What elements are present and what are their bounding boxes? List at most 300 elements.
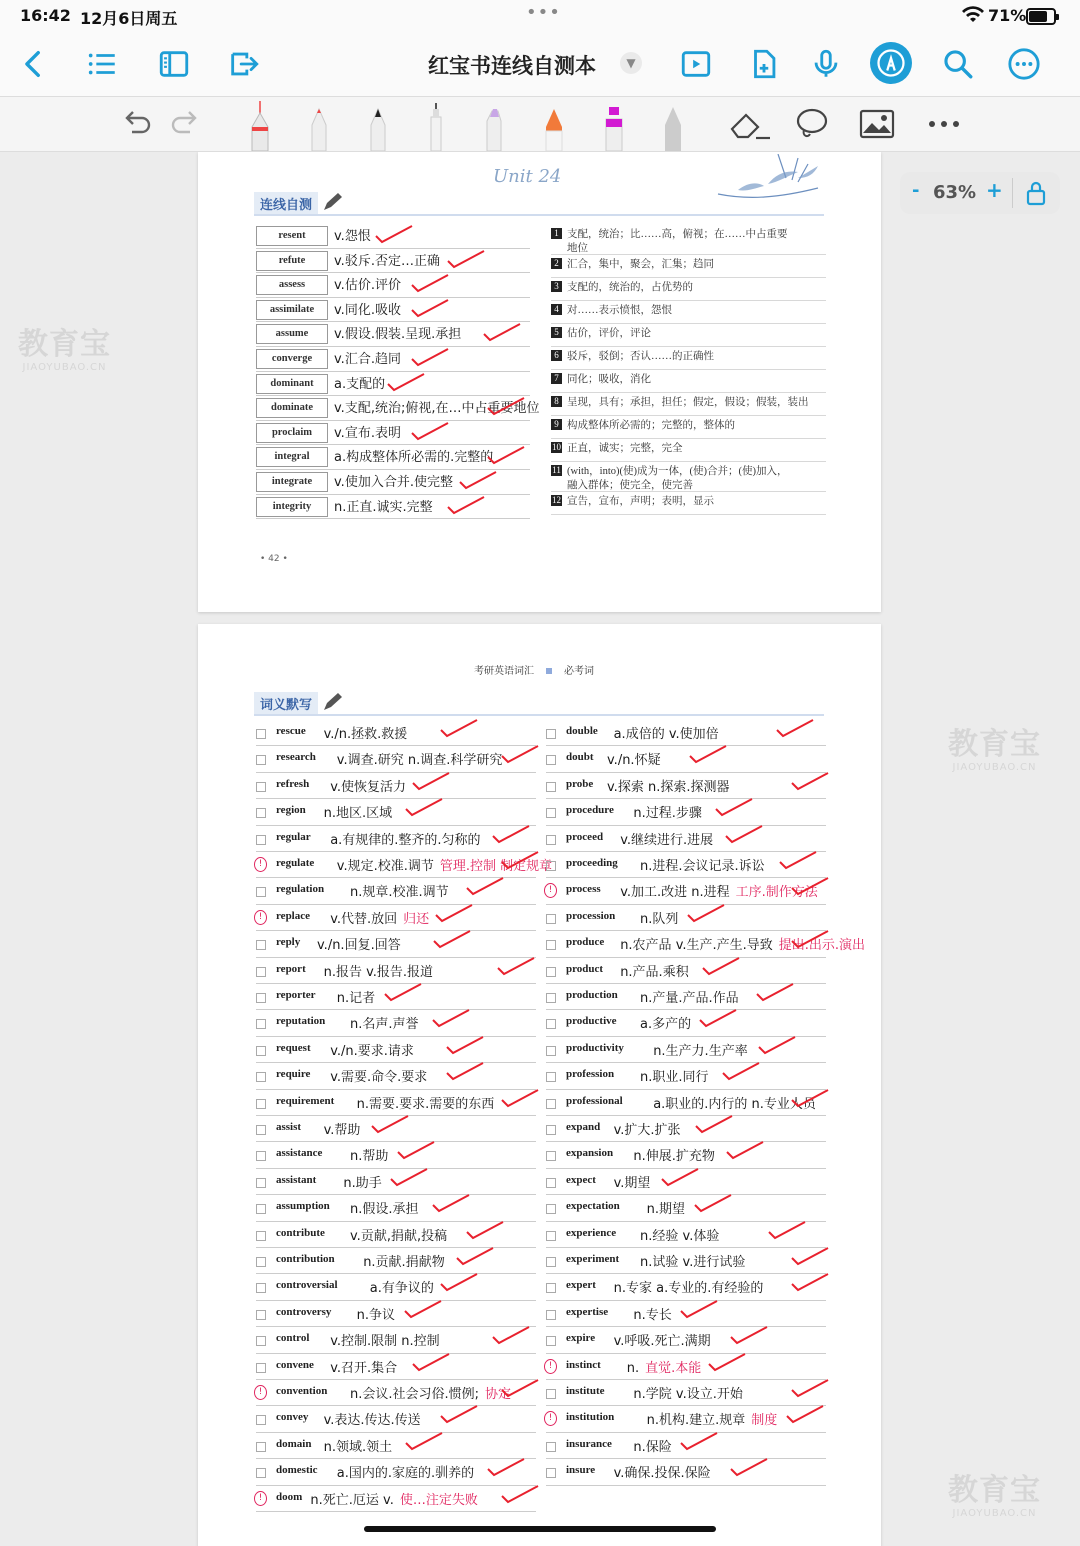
checkbox[interactable] bbox=[546, 1125, 556, 1135]
status-bar bbox=[0, 0, 1080, 32]
pencil-mode-icon[interactable] bbox=[870, 42, 912, 84]
meaning-text: n.记者 bbox=[336, 991, 376, 1006]
definition-rule bbox=[551, 392, 826, 393]
watermark: 教育宝 JIAOYUBAO.CN bbox=[948, 1473, 1041, 1519]
vocab-word: insure bbox=[566, 1464, 596, 1477]
handwritten-meaning bbox=[317, 934, 401, 953]
vocab-row bbox=[256, 773, 536, 799]
meaning-text: n.助手 bbox=[343, 1175, 382, 1191]
meaning-note-red: 制度 bbox=[751, 1413, 778, 1429]
meaning-text: n.会议.社会习俗.惯例; bbox=[350, 1387, 480, 1402]
checkbox[interactable] bbox=[546, 808, 556, 818]
check-mark bbox=[767, 1220, 807, 1240]
lock-icon[interactable] bbox=[1024, 180, 1048, 206]
vocab-row bbox=[256, 1380, 536, 1406]
handwritten-meaning bbox=[350, 1383, 511, 1402]
definition-rule bbox=[551, 254, 826, 255]
vocab-row bbox=[256, 1010, 536, 1036]
vocab-word: institution bbox=[566, 1411, 615, 1424]
redo-icon[interactable] bbox=[168, 97, 204, 151]
handwritten-meaning bbox=[350, 1013, 419, 1032]
meaning-text: n.规章.校准.调节 bbox=[350, 885, 449, 901]
document-title[interactable]: 红宝书连线自测本 bbox=[428, 54, 596, 78]
page-2[interactable] bbox=[198, 624, 881, 1546]
vocab-word: require bbox=[276, 1068, 311, 1081]
pencil-icon bbox=[322, 192, 344, 212]
checkbox[interactable] bbox=[546, 940, 556, 950]
meaning-text: n.死亡.厄运 v. bbox=[310, 1492, 394, 1508]
handwritten-answer: v.汇合.趋同 bbox=[334, 352, 401, 367]
check-mark bbox=[491, 824, 531, 844]
eraser-icon[interactable] bbox=[726, 97, 774, 151]
handwritten-answer: v.支配,统治;俯视,在…中占重要地位 bbox=[334, 401, 540, 417]
definition-number: 11 bbox=[552, 465, 561, 475]
meaning-text: v.贡献,捐献,投稿 bbox=[350, 1228, 448, 1244]
definition-text: 估价，评价，评论 bbox=[567, 328, 651, 339]
meaning-text: v.规定.校准.调节 bbox=[336, 859, 434, 874]
vocab-word: contribute bbox=[276, 1226, 325, 1239]
handwritten-meaning bbox=[640, 1066, 709, 1085]
header-chapter: 必考词 bbox=[564, 666, 594, 677]
handwritten-meaning bbox=[337, 749, 503, 768]
checkbox[interactable] bbox=[546, 782, 556, 792]
definition-rule bbox=[551, 346, 826, 347]
checkbox[interactable] bbox=[546, 861, 556, 871]
vocab-row bbox=[546, 773, 826, 799]
handwritten-meaning bbox=[653, 1040, 748, 1059]
meaning-text: n.保险 bbox=[633, 1439, 672, 1455]
vocab-row bbox=[256, 878, 536, 904]
zoom-in-button[interactable]: + bbox=[986, 178, 1003, 202]
meaning-text: n.地区.区域 bbox=[323, 806, 393, 822]
vocab-word: control bbox=[276, 1332, 310, 1345]
check-mark bbox=[410, 421, 450, 441]
handwritten-answer: v.怨恨 bbox=[334, 229, 371, 244]
handwritten-meaning bbox=[633, 1436, 671, 1455]
definition-number: 4 bbox=[551, 304, 562, 315]
check-mark bbox=[500, 1088, 540, 1108]
definition-number: 10 bbox=[552, 442, 561, 452]
vocab-word: regulate bbox=[276, 857, 315, 869]
meaning-text: n.专家 a.专业的.有经验的 bbox=[613, 1281, 764, 1297]
review-mark: ! bbox=[254, 910, 267, 925]
checkbox[interactable] bbox=[256, 1204, 266, 1214]
checkbox[interactable] bbox=[256, 1178, 266, 1188]
handwritten-meaning bbox=[647, 1198, 685, 1217]
meaning-text: v.表达.传达.传送 bbox=[323, 1413, 421, 1429]
check-mark bbox=[500, 850, 540, 870]
handwritten-answer: v.宣布.表明 bbox=[334, 425, 401, 441]
vocab-word: profession bbox=[566, 1068, 615, 1081]
checkbox[interactable] bbox=[256, 782, 266, 792]
checkbox[interactable] bbox=[546, 755, 556, 765]
checkbox[interactable] bbox=[256, 1125, 266, 1135]
check-mark bbox=[403, 1299, 443, 1319]
checkbox[interactable] bbox=[256, 1336, 266, 1346]
vocab-word: research bbox=[276, 751, 316, 764]
vocab-row bbox=[546, 1433, 826, 1459]
vocab-row bbox=[256, 1327, 536, 1353]
checkbox[interactable] bbox=[256, 755, 266, 765]
sidebar-icon[interactable] bbox=[154, 44, 194, 84]
vocab-row bbox=[546, 1010, 826, 1036]
check-mark bbox=[439, 718, 479, 738]
section-rule bbox=[254, 714, 824, 716]
handwritten-meaning bbox=[310, 1489, 477, 1508]
match-row bbox=[256, 421, 530, 446]
note-canvas[interactable] bbox=[0, 152, 1080, 1546]
check-mark bbox=[404, 797, 444, 817]
checkbox[interactable] bbox=[256, 1442, 266, 1452]
checkbox[interactable] bbox=[256, 940, 266, 950]
checkbox[interactable] bbox=[546, 1151, 556, 1161]
handwritten-meaning bbox=[330, 1330, 439, 1349]
checkbox[interactable] bbox=[546, 1204, 556, 1214]
check-mark bbox=[383, 982, 423, 1002]
vocab-row bbox=[256, 931, 536, 957]
definition-number: 6 bbox=[551, 350, 562, 361]
checkbox[interactable] bbox=[256, 1283, 266, 1293]
checkbox[interactable] bbox=[256, 1310, 266, 1320]
add-page-icon[interactable] bbox=[744, 44, 784, 84]
checkbox[interactable] bbox=[546, 1257, 556, 1267]
check-mark bbox=[679, 1299, 719, 1319]
checkbox[interactable] bbox=[256, 1415, 266, 1425]
meaning-text: a.国内的.家庭的.驯养的 bbox=[336, 1466, 475, 1482]
handwritten-meaning bbox=[627, 1357, 702, 1376]
definition-item bbox=[551, 373, 826, 387]
section-title: 连线自测 bbox=[254, 192, 318, 215]
vocab-row bbox=[256, 720, 536, 746]
match-row bbox=[256, 470, 530, 495]
vocab-row bbox=[256, 1301, 536, 1327]
match-row bbox=[256, 372, 530, 397]
vocab-word: reply bbox=[276, 936, 301, 949]
checkbox[interactable] bbox=[256, 1363, 266, 1373]
definition-item bbox=[551, 304, 826, 318]
home-indicator[interactable] bbox=[364, 1526, 716, 1532]
check-mark bbox=[500, 1484, 540, 1504]
check-mark bbox=[790, 929, 830, 949]
vocab-row bbox=[256, 958, 536, 984]
definition-number: 2 bbox=[551, 258, 562, 269]
handwritten-meaning bbox=[620, 881, 818, 900]
definition-number: 1 bbox=[551, 228, 562, 239]
pencil-black-icon[interactable] bbox=[360, 97, 396, 151]
vocab-word: procedure bbox=[566, 804, 614, 817]
vocab-row bbox=[546, 905, 826, 931]
handwritten-meaning bbox=[324, 723, 408, 742]
vocab-row bbox=[546, 984, 826, 1010]
marker-orange-icon[interactable] bbox=[536, 97, 572, 151]
vocab-row bbox=[546, 852, 826, 878]
handwritten-meaning bbox=[614, 1119, 681, 1138]
handwritten-meaning bbox=[620, 961, 689, 980]
handwritten-meaning bbox=[633, 1304, 671, 1323]
check-mark bbox=[790, 771, 830, 791]
checkbox[interactable] bbox=[546, 1231, 556, 1241]
check-mark bbox=[790, 1246, 830, 1266]
vocab-word: produce bbox=[566, 936, 605, 949]
check-mark bbox=[396, 1140, 436, 1160]
unit-label: Unit 24 bbox=[493, 166, 562, 187]
vocab-row bbox=[256, 1459, 536, 1485]
handwritten-meaning bbox=[370, 1277, 434, 1296]
handwritten-meaning bbox=[350, 1145, 388, 1164]
definition-rule bbox=[551, 277, 826, 278]
definition-item bbox=[551, 327, 826, 341]
watermark: 教育宝 JIAOYUBAO.CN bbox=[18, 327, 111, 373]
handwritten-answer: a.构成整体所必需的.完整的 bbox=[334, 450, 494, 466]
checkbox[interactable] bbox=[546, 1178, 556, 1188]
search-icon[interactable] bbox=[938, 44, 978, 84]
vocab-word: controversy bbox=[276, 1305, 332, 1318]
definition-text-cont: 融入群体；使完全，使完善 bbox=[567, 480, 693, 491]
handwritten-meaning bbox=[350, 1198, 419, 1217]
vocab-word: contribution bbox=[276, 1253, 335, 1265]
battery-percent: 71% bbox=[988, 6, 1027, 25]
checkbox[interactable] bbox=[546, 1442, 556, 1452]
definition-item bbox=[551, 281, 826, 295]
handwritten-meaning bbox=[614, 1277, 764, 1296]
checkbox[interactable] bbox=[546, 835, 556, 845]
check-mark bbox=[721, 1061, 761, 1081]
definition-number: 7 bbox=[551, 373, 562, 384]
checkbox[interactable] bbox=[256, 887, 266, 897]
checkbox[interactable] bbox=[256, 1468, 266, 1478]
checkbox[interactable] bbox=[256, 993, 266, 1003]
match-row bbox=[256, 322, 530, 347]
vocab-word: regular bbox=[276, 830, 311, 843]
check-mark bbox=[445, 1061, 485, 1081]
handwritten-meaning bbox=[640, 855, 765, 874]
check-mark bbox=[439, 1272, 479, 1292]
check-mark bbox=[410, 347, 450, 367]
checkbox[interactable] bbox=[546, 914, 556, 924]
vocab-word: request bbox=[276, 1041, 311, 1054]
checkbox[interactable] bbox=[256, 1231, 266, 1241]
zoom-level[interactable]: 63% bbox=[933, 182, 977, 203]
definition-rule bbox=[551, 491, 826, 492]
checkbox[interactable] bbox=[546, 1072, 556, 1082]
multitask-dots[interactable]: ••• bbox=[526, 2, 561, 23]
vocab-row bbox=[256, 1169, 536, 1195]
definition-text: 宣告，宣布，声明；表明，显示 bbox=[567, 496, 714, 507]
checkbox[interactable] bbox=[256, 1099, 266, 1109]
vocab-row bbox=[256, 1116, 536, 1142]
vocab-word: experiment bbox=[566, 1253, 620, 1265]
handwritten-meaning bbox=[337, 987, 375, 1006]
handwritten-answer: v.驳斥.否定…正确 bbox=[334, 253, 440, 269]
section-rule bbox=[254, 214, 824, 216]
page-number: • 42 • bbox=[260, 554, 288, 564]
meaning-note-red: 工序.制作方法 bbox=[735, 885, 818, 901]
nav-bar bbox=[0, 32, 1080, 97]
vocab-row bbox=[546, 1169, 826, 1195]
checkbox[interactable] bbox=[256, 729, 266, 739]
vocab-word: product bbox=[566, 962, 604, 975]
vocab-word: domestic bbox=[276, 1464, 318, 1477]
definition-item bbox=[551, 465, 826, 493]
chevron-down-icon[interactable]: ▼ bbox=[620, 52, 642, 74]
checkbox[interactable] bbox=[256, 1046, 266, 1056]
pencil-gray-icon[interactable] bbox=[655, 97, 691, 151]
handwritten-meaning bbox=[640, 1013, 691, 1032]
checkbox[interactable] bbox=[546, 967, 556, 977]
meaning-text: v.期望 bbox=[613, 1175, 651, 1191]
definition-text: 驳斥，驳倒；否认……的正确性 bbox=[567, 351, 714, 362]
definition-number: 5 bbox=[551, 327, 562, 338]
zoom-out-button[interactable]: - bbox=[912, 180, 920, 201]
tool-more-icon[interactable] bbox=[924, 97, 964, 151]
definition-item bbox=[551, 495, 826, 509]
vocab-word: experience bbox=[566, 1226, 617, 1239]
meaning-note-red: 协定 bbox=[485, 1387, 512, 1402]
match-word: integrity bbox=[256, 497, 328, 517]
vocab-row bbox=[256, 1063, 536, 1089]
export-icon[interactable] bbox=[224, 44, 264, 84]
checkbox[interactable] bbox=[546, 1046, 556, 1056]
meaning-text: n.期望 bbox=[646, 1202, 685, 1218]
definition-item bbox=[551, 396, 826, 410]
definition-text: 支配，统治；比……高，俯视；在……中占重要 bbox=[567, 229, 788, 240]
list-icon[interactable] bbox=[82, 44, 122, 84]
meaning-text: a.成倍的 v.使加倍 bbox=[613, 727, 719, 742]
row-line bbox=[256, 1511, 536, 1512]
match-row bbox=[256, 298, 530, 323]
vocab-word: expertise bbox=[566, 1305, 609, 1318]
vocab-word: convene bbox=[276, 1358, 314, 1371]
back-icon[interactable] bbox=[14, 44, 54, 84]
checkbox[interactable] bbox=[256, 835, 266, 845]
vocab-row bbox=[256, 1486, 536, 1512]
definition-text: 对……表示愤恨，怨恨 bbox=[567, 305, 672, 316]
checkbox[interactable] bbox=[546, 1468, 556, 1478]
vocab-word: instinct bbox=[566, 1358, 601, 1371]
review-mark: ! bbox=[544, 1359, 557, 1374]
meaning-text: n.名声.声誉 bbox=[350, 1017, 419, 1033]
image-icon[interactable] bbox=[857, 97, 897, 151]
check-mark bbox=[482, 322, 522, 342]
check-mark bbox=[729, 1325, 769, 1345]
wifi-icon bbox=[962, 6, 984, 24]
checkbox[interactable] bbox=[256, 1151, 266, 1161]
lasso-icon[interactable] bbox=[792, 97, 832, 151]
check-mark bbox=[790, 1272, 830, 1292]
check-mark bbox=[486, 445, 526, 465]
vocab-word: replace bbox=[276, 909, 311, 922]
ballpoint-icon[interactable] bbox=[418, 97, 454, 151]
check-mark bbox=[755, 982, 795, 1002]
handwritten-meaning bbox=[614, 1462, 711, 1481]
checkbox[interactable] bbox=[256, 1072, 266, 1082]
handwritten-answer: a.支配的 bbox=[334, 376, 386, 392]
vocab-row bbox=[256, 984, 536, 1010]
vocab-row bbox=[546, 1195, 826, 1221]
definition-rule bbox=[551, 514, 826, 515]
vocab-row bbox=[546, 878, 826, 904]
check-mark bbox=[439, 1404, 479, 1424]
fountain-pen-icon[interactable] bbox=[242, 97, 278, 151]
checkbox[interactable] bbox=[256, 967, 266, 977]
checkbox[interactable] bbox=[256, 1019, 266, 1029]
checkbox[interactable] bbox=[546, 1310, 556, 1320]
vocab-row bbox=[546, 1301, 826, 1327]
check-mark bbox=[432, 929, 472, 949]
more-icon[interactable] bbox=[1004, 44, 1044, 84]
meaning-text: n.需要.要求.需要的东西 bbox=[356, 1096, 495, 1112]
handwritten-meaning bbox=[614, 1172, 651, 1191]
vocab-word: domain bbox=[276, 1437, 312, 1450]
vocab-row bbox=[256, 1037, 536, 1063]
vocab-word: insurance bbox=[566, 1437, 612, 1450]
match-word: assimilate bbox=[256, 300, 328, 320]
checkbox[interactable] bbox=[546, 1283, 556, 1293]
vocab-word: procession bbox=[566, 909, 616, 922]
match-row bbox=[256, 495, 530, 520]
check-mark bbox=[686, 903, 726, 923]
mic-icon[interactable] bbox=[806, 44, 846, 84]
checkbox[interactable] bbox=[546, 1336, 556, 1346]
meaning-text: n.帮助 bbox=[350, 1149, 389, 1165]
checkbox[interactable] bbox=[546, 1389, 556, 1399]
meaning-text: v.帮助 bbox=[323, 1123, 361, 1138]
checkbox[interactable] bbox=[256, 808, 266, 818]
vocab-row bbox=[256, 1090, 536, 1116]
definition-rule bbox=[551, 461, 826, 462]
marker-magenta-icon[interactable] bbox=[596, 97, 632, 151]
definition-rule bbox=[551, 415, 826, 416]
vocab-word: institute bbox=[566, 1385, 605, 1397]
meaning-text: v.扩大.扩张 bbox=[613, 1123, 681, 1138]
handwritten-meaning bbox=[607, 749, 661, 768]
present-icon[interactable] bbox=[676, 44, 716, 84]
checkbox[interactable] bbox=[546, 1099, 556, 1109]
meaning-text: v.探索 n.探索.探测器 bbox=[607, 779, 730, 795]
undo-icon[interactable] bbox=[118, 97, 154, 151]
check-mark bbox=[785, 1404, 825, 1424]
match-row bbox=[256, 396, 540, 421]
check-mark bbox=[431, 1008, 471, 1028]
match-word: integrate bbox=[256, 472, 328, 492]
checkbox[interactable] bbox=[256, 1257, 266, 1267]
vocab-row bbox=[546, 1354, 826, 1380]
vocab-row bbox=[256, 1354, 536, 1380]
vocab-word: reporter bbox=[276, 989, 316, 1001]
definition-number: 12 bbox=[552, 495, 561, 505]
meaning-note-red: 提出.出示.演出 bbox=[778, 938, 866, 954]
vocab-word: doom bbox=[276, 1490, 303, 1503]
vocab-row bbox=[546, 1037, 826, 1063]
meaning-text: n.假设.承担 bbox=[350, 1202, 419, 1218]
pencil-red-icon[interactable] bbox=[301, 97, 337, 151]
review-mark: ! bbox=[254, 857, 267, 872]
checkbox[interactable] bbox=[546, 1019, 556, 1029]
handwritten-meaning bbox=[324, 802, 393, 821]
definition-number: 9 bbox=[551, 419, 562, 430]
page-1[interactable] bbox=[198, 152, 881, 612]
checkbox[interactable] bbox=[546, 993, 556, 1003]
highlighter-purple-icon[interactable] bbox=[476, 97, 512, 151]
checkbox[interactable] bbox=[546, 729, 556, 739]
meaning-text: v.呼吸.死亡.满期 bbox=[613, 1334, 711, 1350]
check-mark bbox=[446, 249, 486, 269]
check-mark bbox=[693, 1193, 733, 1213]
meaning-text: n.产品.乘积 bbox=[620, 964, 689, 980]
check-mark bbox=[725, 1140, 765, 1160]
vocab-word: expand bbox=[566, 1121, 601, 1133]
check-mark bbox=[790, 876, 830, 896]
